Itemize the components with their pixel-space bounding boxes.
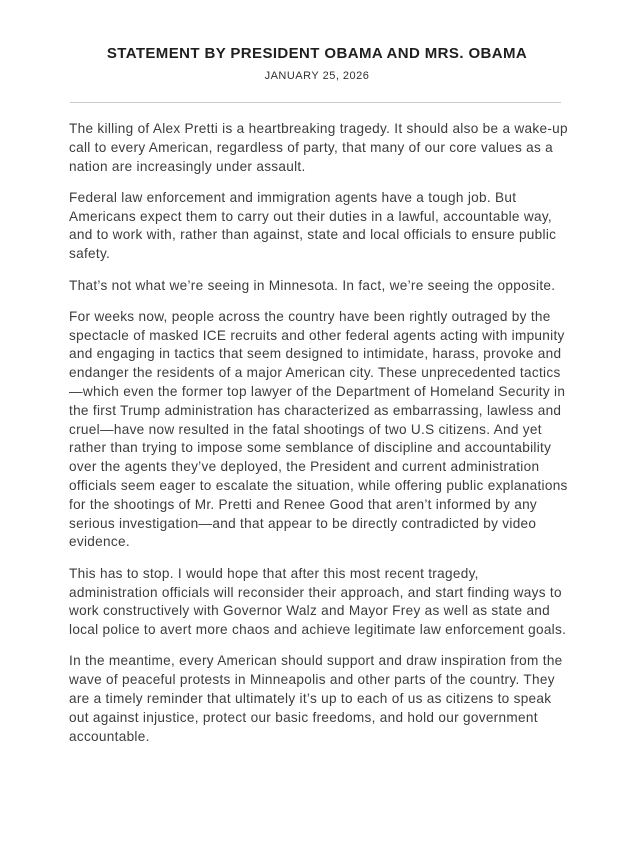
statement-paragraph: The killing of Alex Pretti is a heartbreaking tragedy. It should also be a wake-up call to every American, regardless of party, that many of our core values as a nation are increasingly under assault. [69,121,568,174]
document-title: STATEMENT BY PRESIDENT OBAMA AND MRS. OBAMA [106,45,528,62]
document-date: JANUARY 25, 2026 [264,70,370,82]
statement-paragraph: Federal law enforcement and immigration agents have a tough job. But Americans expect them to carry out their duties in a lawful, accountable way, and to work with, rather than against, state and local officials to ensure public safety. [69,189,557,262]
statement-paragraph: That’s not what we’re seeing in Minnesota. In fact, we’re seeing the opposite. [69,277,556,293]
document-header [0,0,634,83]
statement-body [69,120,568,746]
statement-paragraph: This has to stop. I would hope that after this most recent tragedy, administration officials will reconsider their approach, and start finding ways to work constructively with Governor Walz and Mayor Frey as well as state and local police to avert more chaos and achieve legitimate law enforcement goals. [69,565,567,638]
statement-paragraph: In the meantime, every American should support and draw inspiration from the wave of peaceful protests in Minneapolis and other parts of the country. They are a timely reminder that ultimately it’s up to each of us as citizens to speak out against injustice, protect our basic freedoms, and hold our government accountable. [69,653,563,744]
header-divider [70,102,561,103]
statement-paragraph: For weeks now, people across the country have been rightly outraged by the spectacle of masked ICE recruits and other federal agents acting with impunity and engaging in tactics that seem designed to intimidate, harass, provoke and endanger the residents of a major American city. These unprecedented tactics—which even the former top lawyer of the Department of Homeland Security in the first Trump administration has characterized as embarrassing, lawless and cruel—have now resulted in the fatal shootings of two U.S citizens. And yet rather than trying to impose some semblance of discipline and accountability over the agents they’ve deployed, the President and current administration officials seem eager to escalate the situation, while offering public explanations for the shootings of Mr. Pretti and Renee Good that aren’t informed by any serious investigation—and that appear to be directly contradicted by video evidence. [69,308,568,550]
